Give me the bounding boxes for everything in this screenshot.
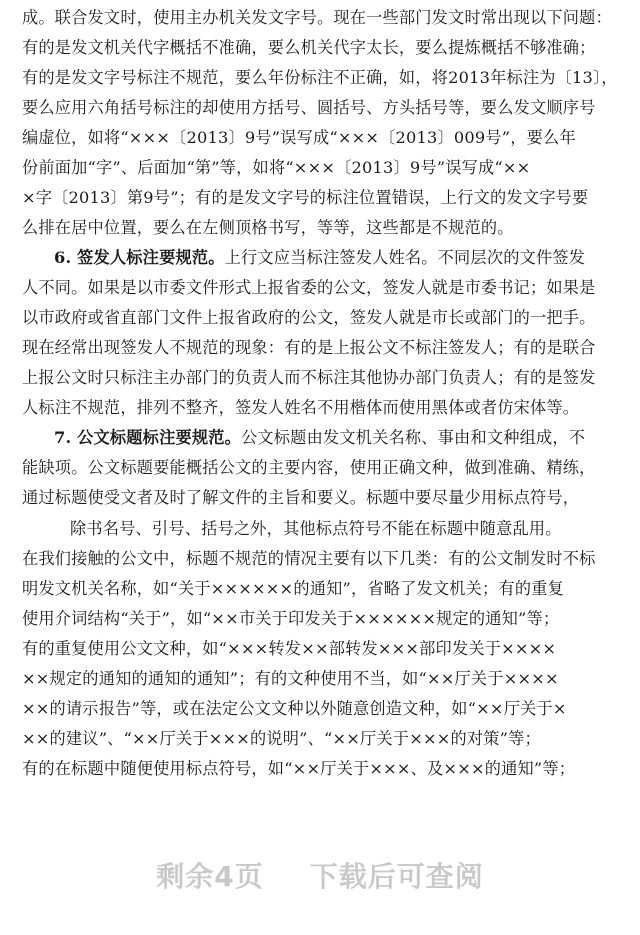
section-7-intro: 公文标题由发文机关名称、事由和文种组成，不 bbox=[241, 428, 586, 447]
text-line: 使用介词结构“关于”，如“××市关于印发关于××××××规定的通知”等； bbox=[22, 609, 560, 628]
section-6-heading: 6. 签发人标注要规范。 bbox=[54, 248, 225, 267]
text-line: 现在经常出现签发人不规范的现象：有的是上报公文不标注签发人；有的是联合 bbox=[22, 338, 596, 357]
text-line-indented: 除书名号、引号、括号之外，其他标点符号不能在标题中随意乱用。 bbox=[70, 519, 562, 538]
text-line: 有的是发文机关代字概括不准确，要么机关代字太长，要么提炼概括不够准确； bbox=[22, 38, 596, 57]
section-7-heading: 7. 公文标题标注要规范。 bbox=[54, 428, 242, 447]
text-line: 份前面加“字”、后面加“第”等，如将“×××〔2013〕9号”误写成“×× bbox=[22, 158, 531, 177]
text-line: ××的建议”、“××厅关于×××的说明”、“××厅关于×××的对策”等； bbox=[22, 729, 541, 748]
text-line: 么排在居中位置，要么在左侧顶格书写，等等，这些都是不规范的。 bbox=[22, 218, 514, 237]
text-line: 有的是发文字号标注不规范，要么年份标注不正确，如，将2013年标注为〔13〕， bbox=[22, 68, 618, 87]
text-line: ××的请示报告”等，或在法定公文文种以外随意创造文种，如“××厅关于× bbox=[22, 699, 567, 718]
text-line: 能缺项。公文标题要能概括公文的主要内容，使用正确文种，做到准确、精练， bbox=[22, 458, 596, 477]
text-line: 上报公文时只标注主办部门的负责人而不标注其他协办部门负责人；有的是签发 bbox=[22, 368, 596, 387]
remaining-pages-label: 剩余4页 bbox=[156, 860, 264, 893]
text-line: 编虚位，如将“×××〔2013〕9号”误写成“×××〔2013〕009号”，要么年 bbox=[22, 128, 576, 147]
section-6-intro: 上行文应当标注签发人姓名。不同层次的文件签发 bbox=[224, 248, 586, 267]
download-banner[interactable] bbox=[0, 855, 640, 895]
text-line: 人不同。如果是以市委文件形式上报省委的公文，签发人就是市委书记；如果是 bbox=[22, 278, 596, 297]
text-line: ××规定的通知的通知的通知”；有的文种使用不当，如“××厅关于×××× bbox=[22, 669, 559, 688]
text-line: 人标注不规范，排列不整齐，签发人姓名不用楷体而使用黑体或者仿宋体等。 bbox=[22, 398, 580, 417]
text-line: 在我们接触的公文中，标题不规范的情况主要有以下几类：有的公文制发时不标 bbox=[22, 549, 596, 568]
section-7-first-line bbox=[54, 426, 624, 450]
download-to-read-label: 下载后可查阅 bbox=[309, 860, 484, 893]
text-line: 有的重复使用公文文种，如“×××转发××部转发×××部印发关于×××× bbox=[22, 639, 557, 658]
text-line: 明发文机关名称，如“关于××××××的通知”，省略了发文机关；有的重复 bbox=[22, 579, 564, 598]
text-line: 成。联合发文时，使用主办机关发文字号。现在一些部门发文时常出现以下问题： bbox=[22, 8, 612, 27]
text-line: 要么应用六角括号标注的却使用方括号、圆括号、方头括号等，要么发文顺序号 bbox=[22, 98, 596, 117]
text-line: 有的在标题中随便使用标点符号，如“××厅关于×××、及×××的通知”等； bbox=[22, 759, 576, 778]
text-line: 通过标题使受文者及时了解文件的主旨和要义。标题中要尽量少用标点符号， bbox=[22, 488, 580, 507]
text-line: ×字〔2013〕第9号”；有的是发文字号的标注位置错误，上行文的发文字号要 bbox=[22, 188, 589, 207]
text-line: 以市政府或省直部门文件上报省政府的公文，签发人就是市长或部门的一把手。 bbox=[22, 308, 596, 327]
section-6-first-line bbox=[54, 246, 624, 270]
